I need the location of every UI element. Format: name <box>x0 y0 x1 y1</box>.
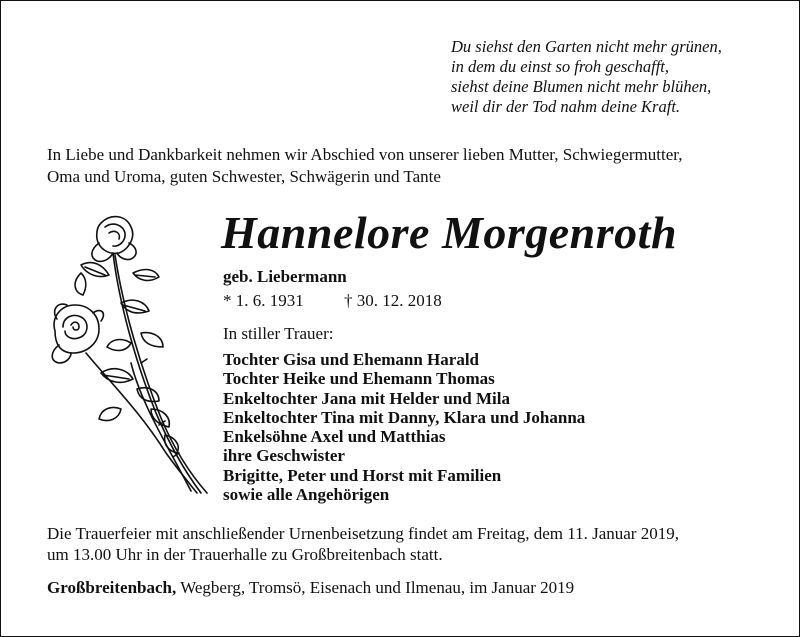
funeral-notice <box>47 523 679 565</box>
mourner-line: Enkelsöhne Axel und Matthias <box>223 427 446 447</box>
intro-text <box>47 144 682 188</box>
mourner-line: sowie alle Angehörigen <box>223 485 390 505</box>
birth-name: geb. Liebermann <box>223 267 347 286</box>
places-line <box>47 578 574 598</box>
mourner-line: Brigitte, Peter und Horst mit Familien <box>223 465 502 485</box>
mourner-line: ihre Geschwister <box>223 446 345 466</box>
mourner-line: Tochter Gisa und Ehemann Harald <box>223 350 480 369</box>
places-rest: Wegberg, Tromsö, Eisenach und Ilmenau, im Januar 2019 <box>176 578 575 597</box>
mourner-line: Tochter Heike und Ehemann Thomas <box>223 369 495 389</box>
funeral-line: um 13.00 Uhr in der Trauerhalle zu Großbreitenbach statt. <box>47 545 443 564</box>
places-main: Großbreitenbach, <box>47 578 177 597</box>
poem-line: weil dir der Tod nahm deine Kraft. <box>451 97 681 116</box>
poem-line: in dem du einst so froh geschafft, <box>451 57 669 76</box>
life-dates <box>223 291 442 311</box>
rose-illustration-icon <box>41 213 211 495</box>
poem <box>451 37 722 117</box>
death-date: † 30. 12. 2018 <box>344 291 442 310</box>
mourning-label: In stiller Trauer: <box>223 324 334 343</box>
mourners-list <box>223 350 585 504</box>
intro-line: In Liebe und Dankbarkeit nehmen wir Abschied von unserer lieben Mutter, Schwiegermutter, <box>47 145 683 164</box>
deceased-name: Hannelore Morgenroth <box>221 207 678 258</box>
birth-date: * 1. 6. 1931 <box>223 291 304 310</box>
mourner-line: Enkeltochter Tina mit Danny, Klara und Johanna <box>223 407 586 427</box>
mourner-line: Enkeltochter Jana mit Helder und Mila <box>223 388 510 408</box>
intro-line: Oma und Uroma, guten Schwester, Schwägerin und Tante <box>47 167 441 186</box>
poem-line: Du siehst den Garten nicht mehr grünen, <box>451 37 722 56</box>
funeral-line: Die Trauerfeier mit anschließender Urnenbeisetzung findet am Freitag, dem 11. Januar 2019, <box>47 524 679 543</box>
poem-line: siehst deine Blumen nicht mehr blühen, <box>451 77 712 96</box>
